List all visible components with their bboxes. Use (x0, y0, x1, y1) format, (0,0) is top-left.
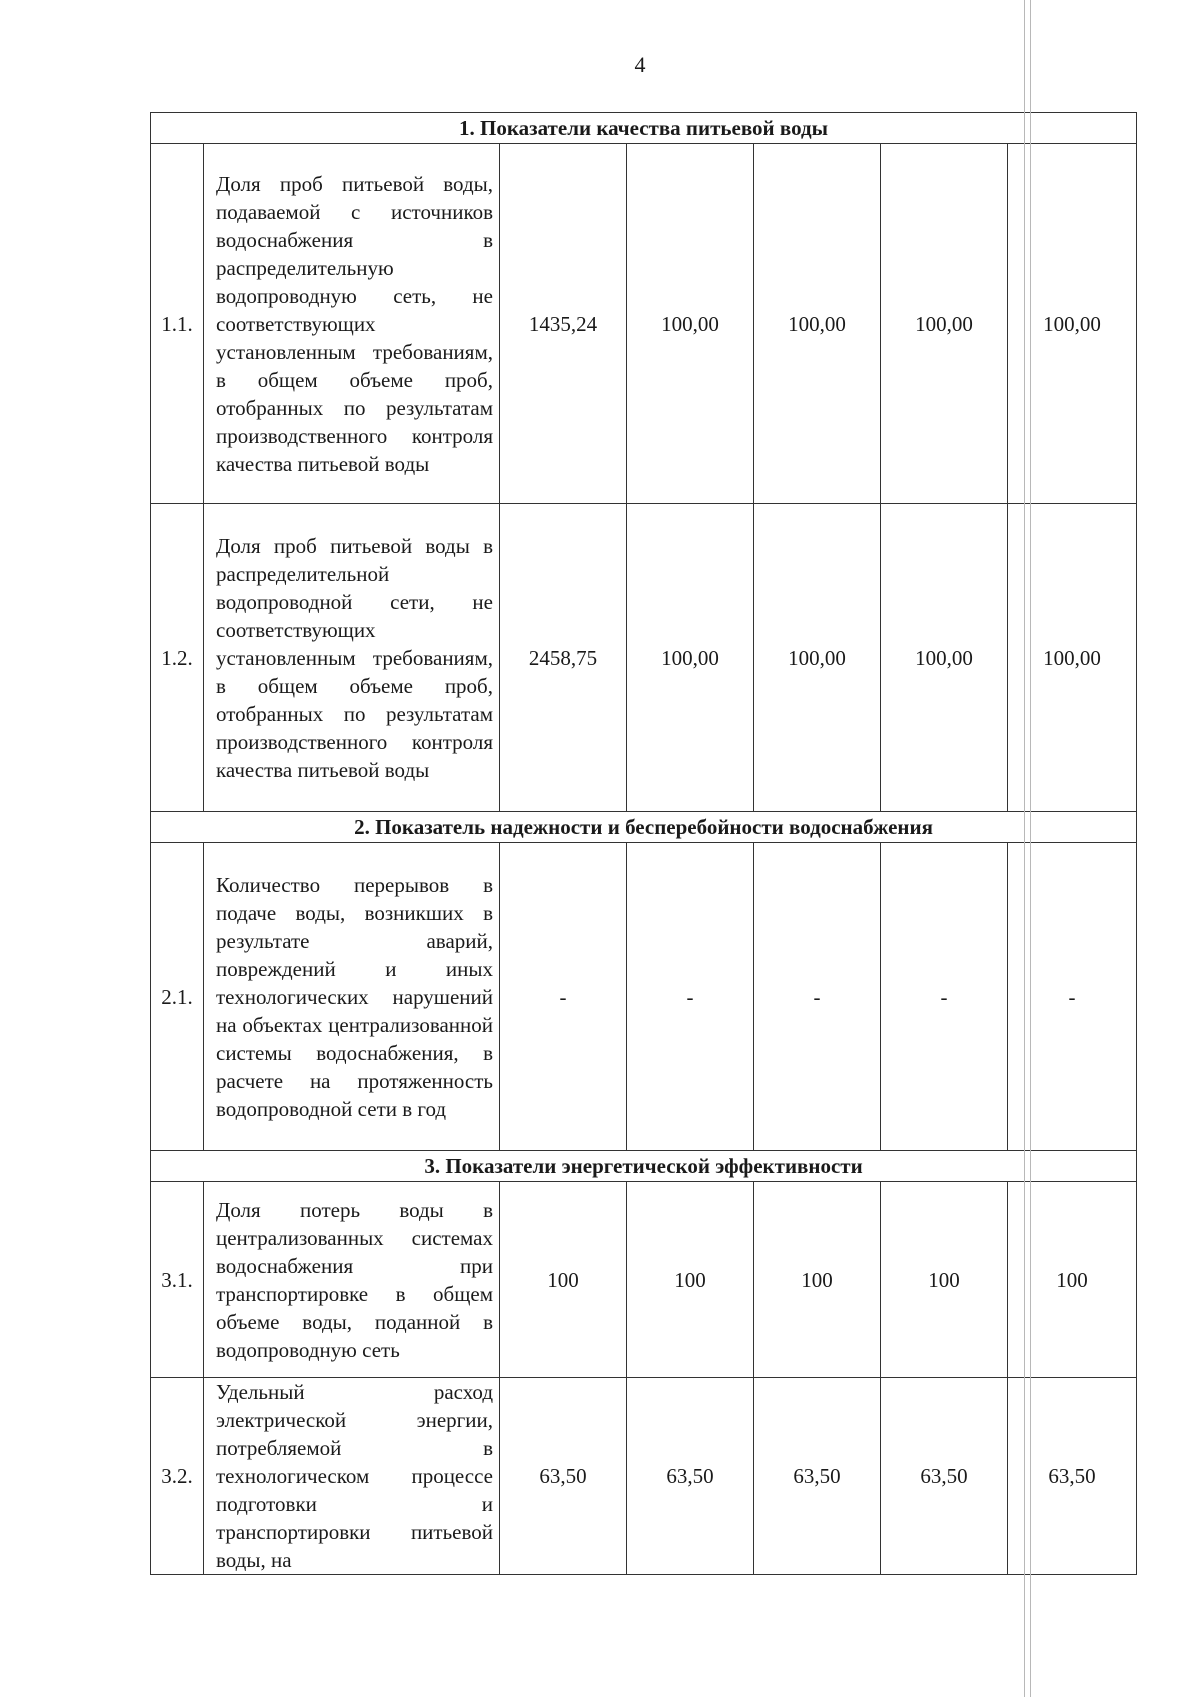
section-header-energy: 3. Показатели энергетической эффективности (151, 1151, 1137, 1182)
scan-artifact-line (1030, 0, 1031, 1697)
value-cell: 100,00 (627, 144, 754, 504)
value-cell: 100 (881, 1182, 1008, 1378)
table-row (151, 843, 1137, 1151)
row-description: Доля проб питьевой воды, подаваемой с источников водоснабжения в распределительную водопроводную сеть, не соответствующих установленным требованиям, в общем объеме проб, отобранных по результатам производственного контроля качества питьевой воды (204, 144, 500, 504)
page-number: 4 (634, 52, 646, 77)
section-header-row (151, 113, 1137, 144)
value-cell: 63,50 (881, 1378, 1008, 1575)
value-cell: 100,00 (1008, 504, 1137, 812)
section-header-row (151, 1151, 1137, 1182)
scan-artifact-line (1024, 0, 1025, 1697)
value-cell: 100,00 (881, 504, 1008, 812)
row-number: 3.2. (151, 1378, 204, 1575)
value-cell: - (881, 843, 1008, 1151)
section-header-quality: 1. Показатели качества питьевой воды (151, 113, 1137, 144)
row-description: Доля проб питьевой воды в распределительной водопроводной сети, не соответствующих установленным требованиям, в общем объеме проб, отобранных по результатам производственного контроля качества питьевой воды (204, 504, 500, 812)
value-cell: 63,50 (627, 1378, 754, 1575)
value-cell: 63,50 (500, 1378, 627, 1575)
value-cell: 63,50 (754, 1378, 881, 1575)
value-cell: 63,50 (1008, 1378, 1137, 1575)
value-cell: - (500, 843, 627, 1151)
value-cell: 100,00 (881, 144, 1008, 504)
table-row (151, 1378, 1137, 1575)
row-number: 1.1. (151, 144, 204, 504)
value-cell: 100 (754, 1182, 881, 1378)
value-cell: 2458,75 (500, 504, 627, 812)
row-description: Удельный расход электрической энергии, потребляемой в технологическом процессе подготовки и транспортировки питьевой воды, на (204, 1378, 500, 1575)
value-cell: 100,00 (754, 504, 881, 812)
section-header-reliability: 2. Показатель надежности и бесперебойности водоснабжения (151, 812, 1137, 843)
row-description: Количество перерывов в подаче воды, возникших в результате аварий, повреждений и иных технологических нарушений на объектах централизованной системы водоснабжения, в расчете на протяженность водопроводной сети в год (204, 843, 500, 1151)
value-cell: 100,00 (1008, 144, 1137, 504)
indicators-table (150, 112, 1137, 1575)
value-cell: - (627, 843, 754, 1151)
value-cell: - (1008, 843, 1137, 1151)
table-row (151, 144, 1137, 504)
value-cell: - (754, 843, 881, 1151)
value-cell: 100,00 (627, 504, 754, 812)
table-row (151, 1182, 1137, 1378)
value-cell: 100,00 (754, 144, 881, 504)
row-description: Доля потерь воды в централизованных системах водоснабжения при транспортировке в общем объеме воды, поданной в водопроводную сеть (204, 1182, 500, 1378)
value-cell: 100 (500, 1182, 627, 1378)
value-cell: 1435,24 (500, 144, 627, 504)
section-header-row (151, 812, 1137, 843)
table-row (151, 504, 1137, 812)
row-number: 2.1. (151, 843, 204, 1151)
value-cell: 100 (1008, 1182, 1137, 1378)
value-cell: 100 (627, 1182, 754, 1378)
row-number: 3.1. (151, 1182, 204, 1378)
row-number: 1.2. (151, 504, 204, 812)
